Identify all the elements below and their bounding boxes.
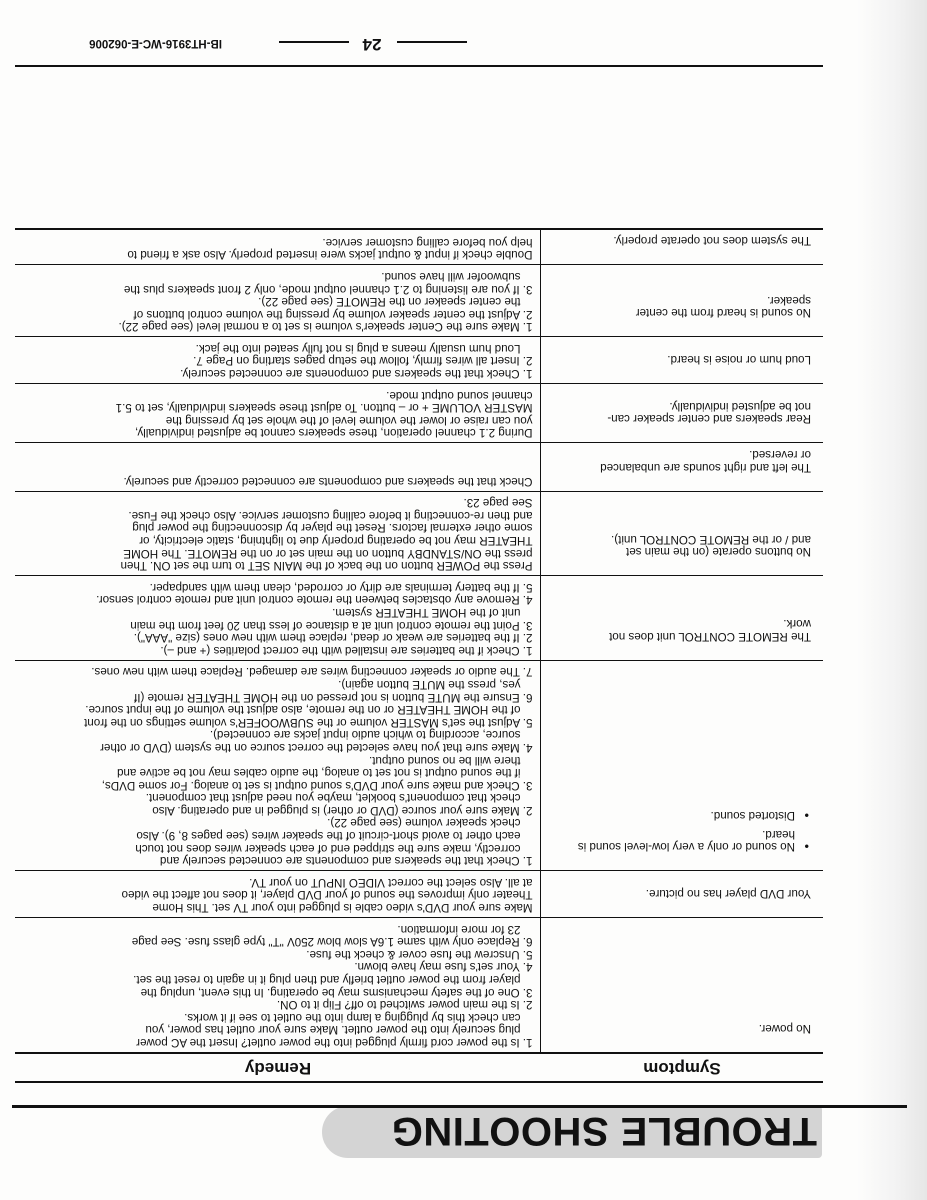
symptom-text: No power. [758, 1022, 811, 1035]
remedy-cell [15, 265, 541, 337]
symptom-cell [541, 229, 823, 265]
remedy-text: Double check if input & output jacks were inserted properly. Also ask a friend to [127, 248, 533, 262]
remedy-text: check speaker volume (see page 22). [327, 816, 521, 830]
remedy-text: 4. Remove any obstacles between the remote control unit and remote control sensor. [96, 593, 533, 607]
table-row [15, 229, 823, 265]
remedy-text: 1. Is the power cord firmly plugged into the power outlet? Insert the AC power [136, 1036, 533, 1049]
remedy-text: 6. Replace only with same 1.6A slow blow 250V "T" type glass fuse. See page [131, 935, 533, 949]
symptom-cell [541, 265, 823, 337]
remedy-text: 1. Check that the speakers and components are connected securely. [180, 367, 533, 381]
symptom-cell [541, 337, 823, 384]
page-number-block [267, 30, 467, 54]
remedy-text: source, according to which audio input jacks are connected). [209, 728, 521, 742]
remedy-cell [15, 871, 541, 918]
page-number-dash-left [397, 41, 467, 43]
remedy-text: the center speaker on the REMOTE (see page 22). [258, 295, 521, 309]
remedy-header: Remedy [15, 1053, 541, 1082]
page-number: 24 [362, 35, 382, 54]
remedy-text: 5. Unscrew the fuse cover & check the fuse. [306, 947, 533, 961]
table-row [15, 337, 823, 384]
symptom-text: and / or the REMOTE CONTROL unit). [611, 532, 811, 546]
remedy-text: 3. One of the safety mechanisms may be operating. In this event, unplug the [140, 985, 533, 999]
remedy-text: channel sound output mode. [386, 388, 533, 402]
remedy-text: each other to avoid short-circuit of the speaker wires (see pages 8, 9). Also [136, 829, 521, 843]
remedy-text: you can raise or lower the volume level of the whole set by pressing the [165, 413, 533, 427]
remedy-text: if the sound output is not set to analog, the audio cables may not be active and [117, 766, 521, 780]
table-row [15, 384, 823, 443]
remedy-text: there will be no sound output. [369, 753, 521, 767]
table-body [15, 229, 823, 1053]
remedy-text: 4. Make sure that you have selected the correct source on the system (DVD or other [100, 740, 533, 754]
remedy-text: help you before calling customer service. [322, 235, 533, 249]
symptom-bullet: • Distorted sound. [548, 809, 812, 822]
remedy-cell [15, 918, 541, 1053]
remedy-cell [15, 443, 541, 491]
symptom-text: The REMOTE CONTROL unit does not [609, 629, 811, 643]
troubleshooting-table [15, 228, 823, 1083]
remedy-text: 23 for more information. [397, 922, 521, 936]
remedy-cell [15, 384, 541, 443]
page-number-dash-right [279, 41, 349, 43]
table-row [15, 871, 823, 918]
table-row [15, 491, 823, 576]
remedy-cell [15, 337, 541, 384]
symptom-cell [541, 918, 823, 1053]
symptom-header: Symptom [541, 1053, 823, 1082]
symptom-bullet: • No sound or only a very low-level sound is heard. [548, 827, 812, 852]
remedy-text: press the ON/STANDBY button on the main set or on the REMOTE. The HOME [123, 546, 533, 560]
symptom-text: speaker. [767, 293, 811, 307]
symptom-text: No sound is heard from the center [635, 306, 811, 320]
remedy-text: 2. Insert all wires firmly, follow the setup pages starting on Page 7. [193, 354, 533, 368]
symptom-text: Loud hum or noise is heard. [667, 353, 811, 367]
symptom-cell [541, 660, 823, 871]
symptom-text: No buttons operate (on the main set [626, 545, 811, 559]
remedy-text: yes, press the MUTE button again). [338, 677, 521, 691]
remedy-text: MASTER VOLUME + or – button. To adjust these speakers individually, set to 5.1 [115, 401, 533, 415]
remedy-text: 2. Adjust the center speaker volume by pressing the volume control buttons of [133, 307, 533, 321]
remedy-text: 2. Make sure your source (DVD or other) is plugged in and operating. Also [152, 803, 533, 817]
symptom-cell [541, 576, 823, 661]
page-title: TROUBLE SHOOTING [391, 1109, 817, 1153]
symptom-cell [541, 443, 823, 491]
remedy-text: During 2.1 channel operation, these speakers cannot be adjusted individually, [135, 426, 533, 440]
remedy-text: 1. Check that the speakers and components are connected securely and [159, 854, 533, 868]
symptom-cell [541, 871, 823, 918]
remedy-text: can check this by plugging a lamp into the outlet to see if it works. [184, 1010, 521, 1024]
remedy-text: Check that the speakers and components are connected correctly and securely. [123, 474, 533, 488]
remedy-text: 5. Adjust the set's MASTER volume or the SUBWOOFER's volume settings on the front [84, 715, 533, 729]
table-row [15, 576, 823, 661]
symptom-cell [541, 491, 823, 576]
symptom-text: The left and right sounds are unbalanced [600, 460, 811, 474]
remedy-text: unit of the HOME THEATER system. [332, 606, 521, 619]
table-row [15, 918, 823, 1053]
title-rule [12, 1105, 907, 1108]
symptom-text: or reversed. [749, 448, 811, 462]
remedy-text: 1. Check if the batteries are installed with the correct polarities (+ and –). [160, 643, 533, 657]
remedy-text: THEATER may not be operating properly due to lightning, static electricity, or [139, 534, 533, 548]
remedy-text: correctly, make sure the stripped end of each speaker wires does not touch [135, 841, 521, 855]
remedy-text: 3. Check and make sure your DVD's sound output is set to analog. For some DVDs, [101, 778, 533, 792]
remedy-text: plug securely into the power outlet. Make sure your outlet has power, you [145, 1023, 521, 1037]
remedy-cell [15, 576, 541, 661]
symptom-text: Rear speakers and center speaker can- [607, 412, 811, 426]
remedy-text: some other external factors. Reset the player by disconnecting the power plug [132, 521, 533, 535]
remedy-text: 3. If you are listening to 2.1 channel output mode, only 2 front speakers plus the [123, 282, 533, 296]
remedy-text: and then re-connecting it before calling customer service. Also check the Fuse. [128, 508, 533, 522]
remedy-cell [15, 491, 541, 576]
remedy-text: 2. Is the main power switched to off? Flip it to ON. [276, 998, 533, 1012]
table-row [15, 265, 823, 337]
footer-rule [15, 65, 823, 67]
remedy-text: See page 23. [463, 496, 533, 510]
remedy-text: subwoofer will have sound. [381, 269, 521, 283]
remedy-text: 2. If the batteries are weak or dead, replace them with new ones (size "AAA"). [133, 631, 533, 645]
remedy-text: player from the power outlet briefly and then plug it in again to reset the set. [133, 973, 521, 987]
symptom-text: The system does not operate properly. [613, 234, 811, 248]
remedy-text: 5. If the battery terminals are dirty or corroded, clean them with sandpaper. [149, 580, 533, 594]
remedy-text: Make sure your DVD's video cable is plugged into your TV set. This Home [152, 901, 533, 915]
remedy-text: 6. Ensure the MUTE button is not pressed on the HOME THEATER remote (If [134, 690, 533, 704]
table-header-row [15, 1053, 823, 1082]
remedy-text: Theater only improves the sound of your DVD player, it does not affect the video [121, 888, 533, 902]
page-edge-shadow [857, 0, 927, 1200]
remedy-text: Press the POWER button on the back of the MAIN SET to turn the set ON. Then [120, 559, 533, 573]
table-row [15, 443, 823, 491]
remedy-text: 3. Point the remote control unit at a distance of less than 20 feet from the main [130, 618, 533, 632]
symptom-text: work. [783, 617, 811, 631]
remedy-text: 7. The audio or speaker connecting wires are damaged. Replace them with new ones. [91, 665, 533, 679]
remedy-text: Loud hum usually means a plug is not fully seated into the jack. [195, 341, 521, 355]
symptom-cell [541, 384, 823, 443]
remedy-text: check that component's booklet, maybe you need adjust that component. [145, 791, 521, 805]
remedy-cell [15, 660, 541, 871]
symptom-text: not be adjusted individually. [669, 399, 811, 413]
remedy-cell [15, 229, 541, 265]
remedy-text: 1. Make sure the Center speaker's volume is set to a normal level (see page 22). [118, 320, 533, 334]
remedy-text: of the HOME THEATER or on the remote, also adjust the volume of the input source. [85, 703, 521, 717]
symptom-text: Your DVD player has no picture. [645, 887, 811, 901]
remedy-text: 4. Your set's fuse may have blown. [354, 960, 533, 974]
remedy-text: at all. Also select the correct VIDEO INPUT on your TV. [249, 875, 533, 889]
table-row [15, 660, 823, 871]
document-code: IB-HT3916-WC-E-062006 [89, 37, 222, 49]
